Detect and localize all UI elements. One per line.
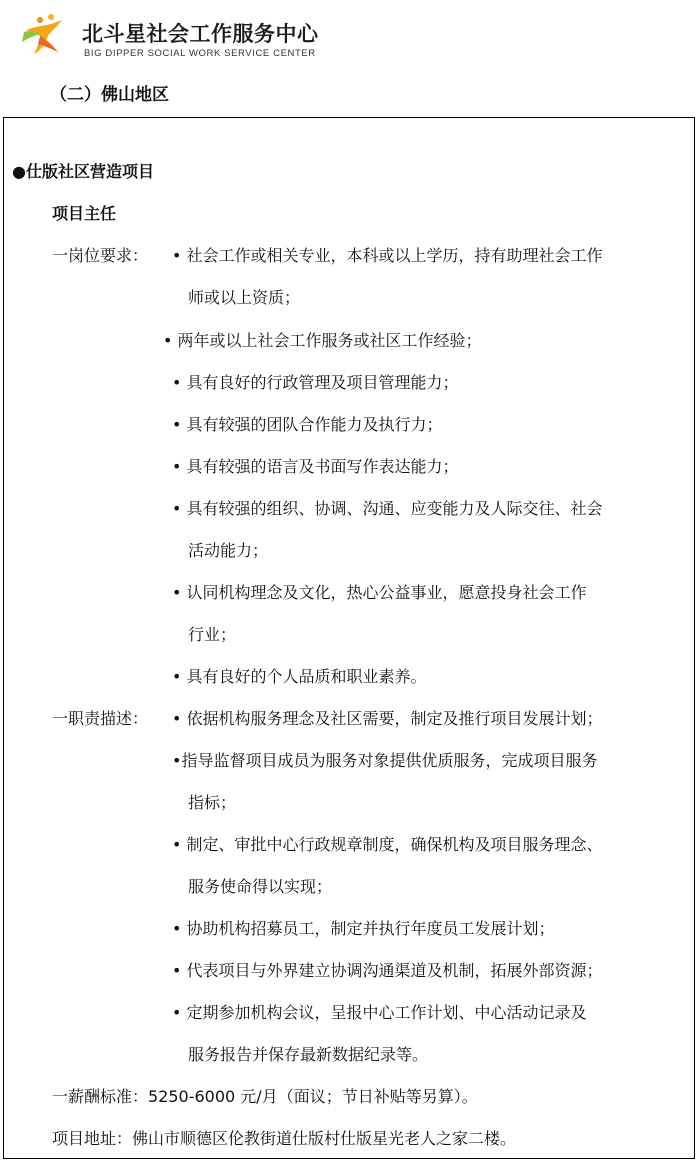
address-line: 项目地址：佛山市顺德区伦教街道仕版村仕版星光老人之家二楼。 (52, 1129, 517, 1148)
list-item: 活动能力； (188, 541, 269, 560)
list-item: • 两年或以上社会工作服务或社区工作经验； (163, 331, 482, 350)
list-item: • 具有良好的行政管理及项目管理能力； (172, 373, 459, 392)
logo-english-name: BIG DIPPER SOCIAL WORK SERVICE CENTER (84, 48, 316, 59)
list-item: • 具有较强的语言及书面写作表达能力； (172, 457, 459, 476)
list-item: 服务报告并保存最新数据纪录等。 (188, 1045, 429, 1064)
list-item: • 定期参加机构会议，呈报中心工作计划、中心活动记录及 (172, 1003, 587, 1022)
list-item: 师或以上资质； (188, 288, 301, 307)
list-item: 行业； (188, 625, 237, 644)
list-item: • 代表项目与外界建立协调沟通渠道及机制，拓展外部资源； (172, 961, 603, 980)
list-item: • 认同机构理念及文化，热心公益事业，愿意投身社会工作 (172, 583, 587, 602)
list-item: • 具有较强的团队合作能力及执行力； (172, 415, 443, 434)
list-item: • 协助机构招募员工，制定并执行年度员工发展计划； (172, 919, 555, 938)
list-item: •指导监督项目成员为服务对象提供优质服务，完成项目服务 (172, 751, 598, 770)
salary-line: 一薪酬标准：5250-6000 元/月（面议；节日补贴等另算）。 (52, 1087, 478, 1106)
list-item: • 社会工作或相关专业，本科或以上学历，持有助理社会工作 (172, 246, 603, 265)
list-item: • 制定、审批中心行政规章制度，确保机构及项目服务理念、 (172, 835, 603, 854)
project-name: ●仕版社区营造项目 (12, 162, 154, 181)
list-item: • 依据机构服务理念及社区需要，制定及推行项目发展计划； (172, 709, 603, 728)
logo-chinese-name: 北斗星社会工作服务中心 (82, 22, 319, 46)
list-item: 服务使命得以实现； (188, 877, 333, 896)
duties-label: 一职责描述： (52, 709, 149, 728)
requirements-label: 一岗位要求： (52, 246, 149, 265)
list-item: 指标； (188, 793, 237, 812)
position-title: 项目主任 (52, 204, 117, 223)
logo (18, 8, 378, 58)
section-title: （二）佛山地区 (50, 85, 169, 105)
star-figure-icon (18, 8, 78, 58)
list-item: • 具有良好的个人品质和职业素养。 (172, 667, 427, 686)
list-item: • 具有较强的组织、协调、沟通、应变能力及人际交往、社会 (172, 499, 603, 518)
